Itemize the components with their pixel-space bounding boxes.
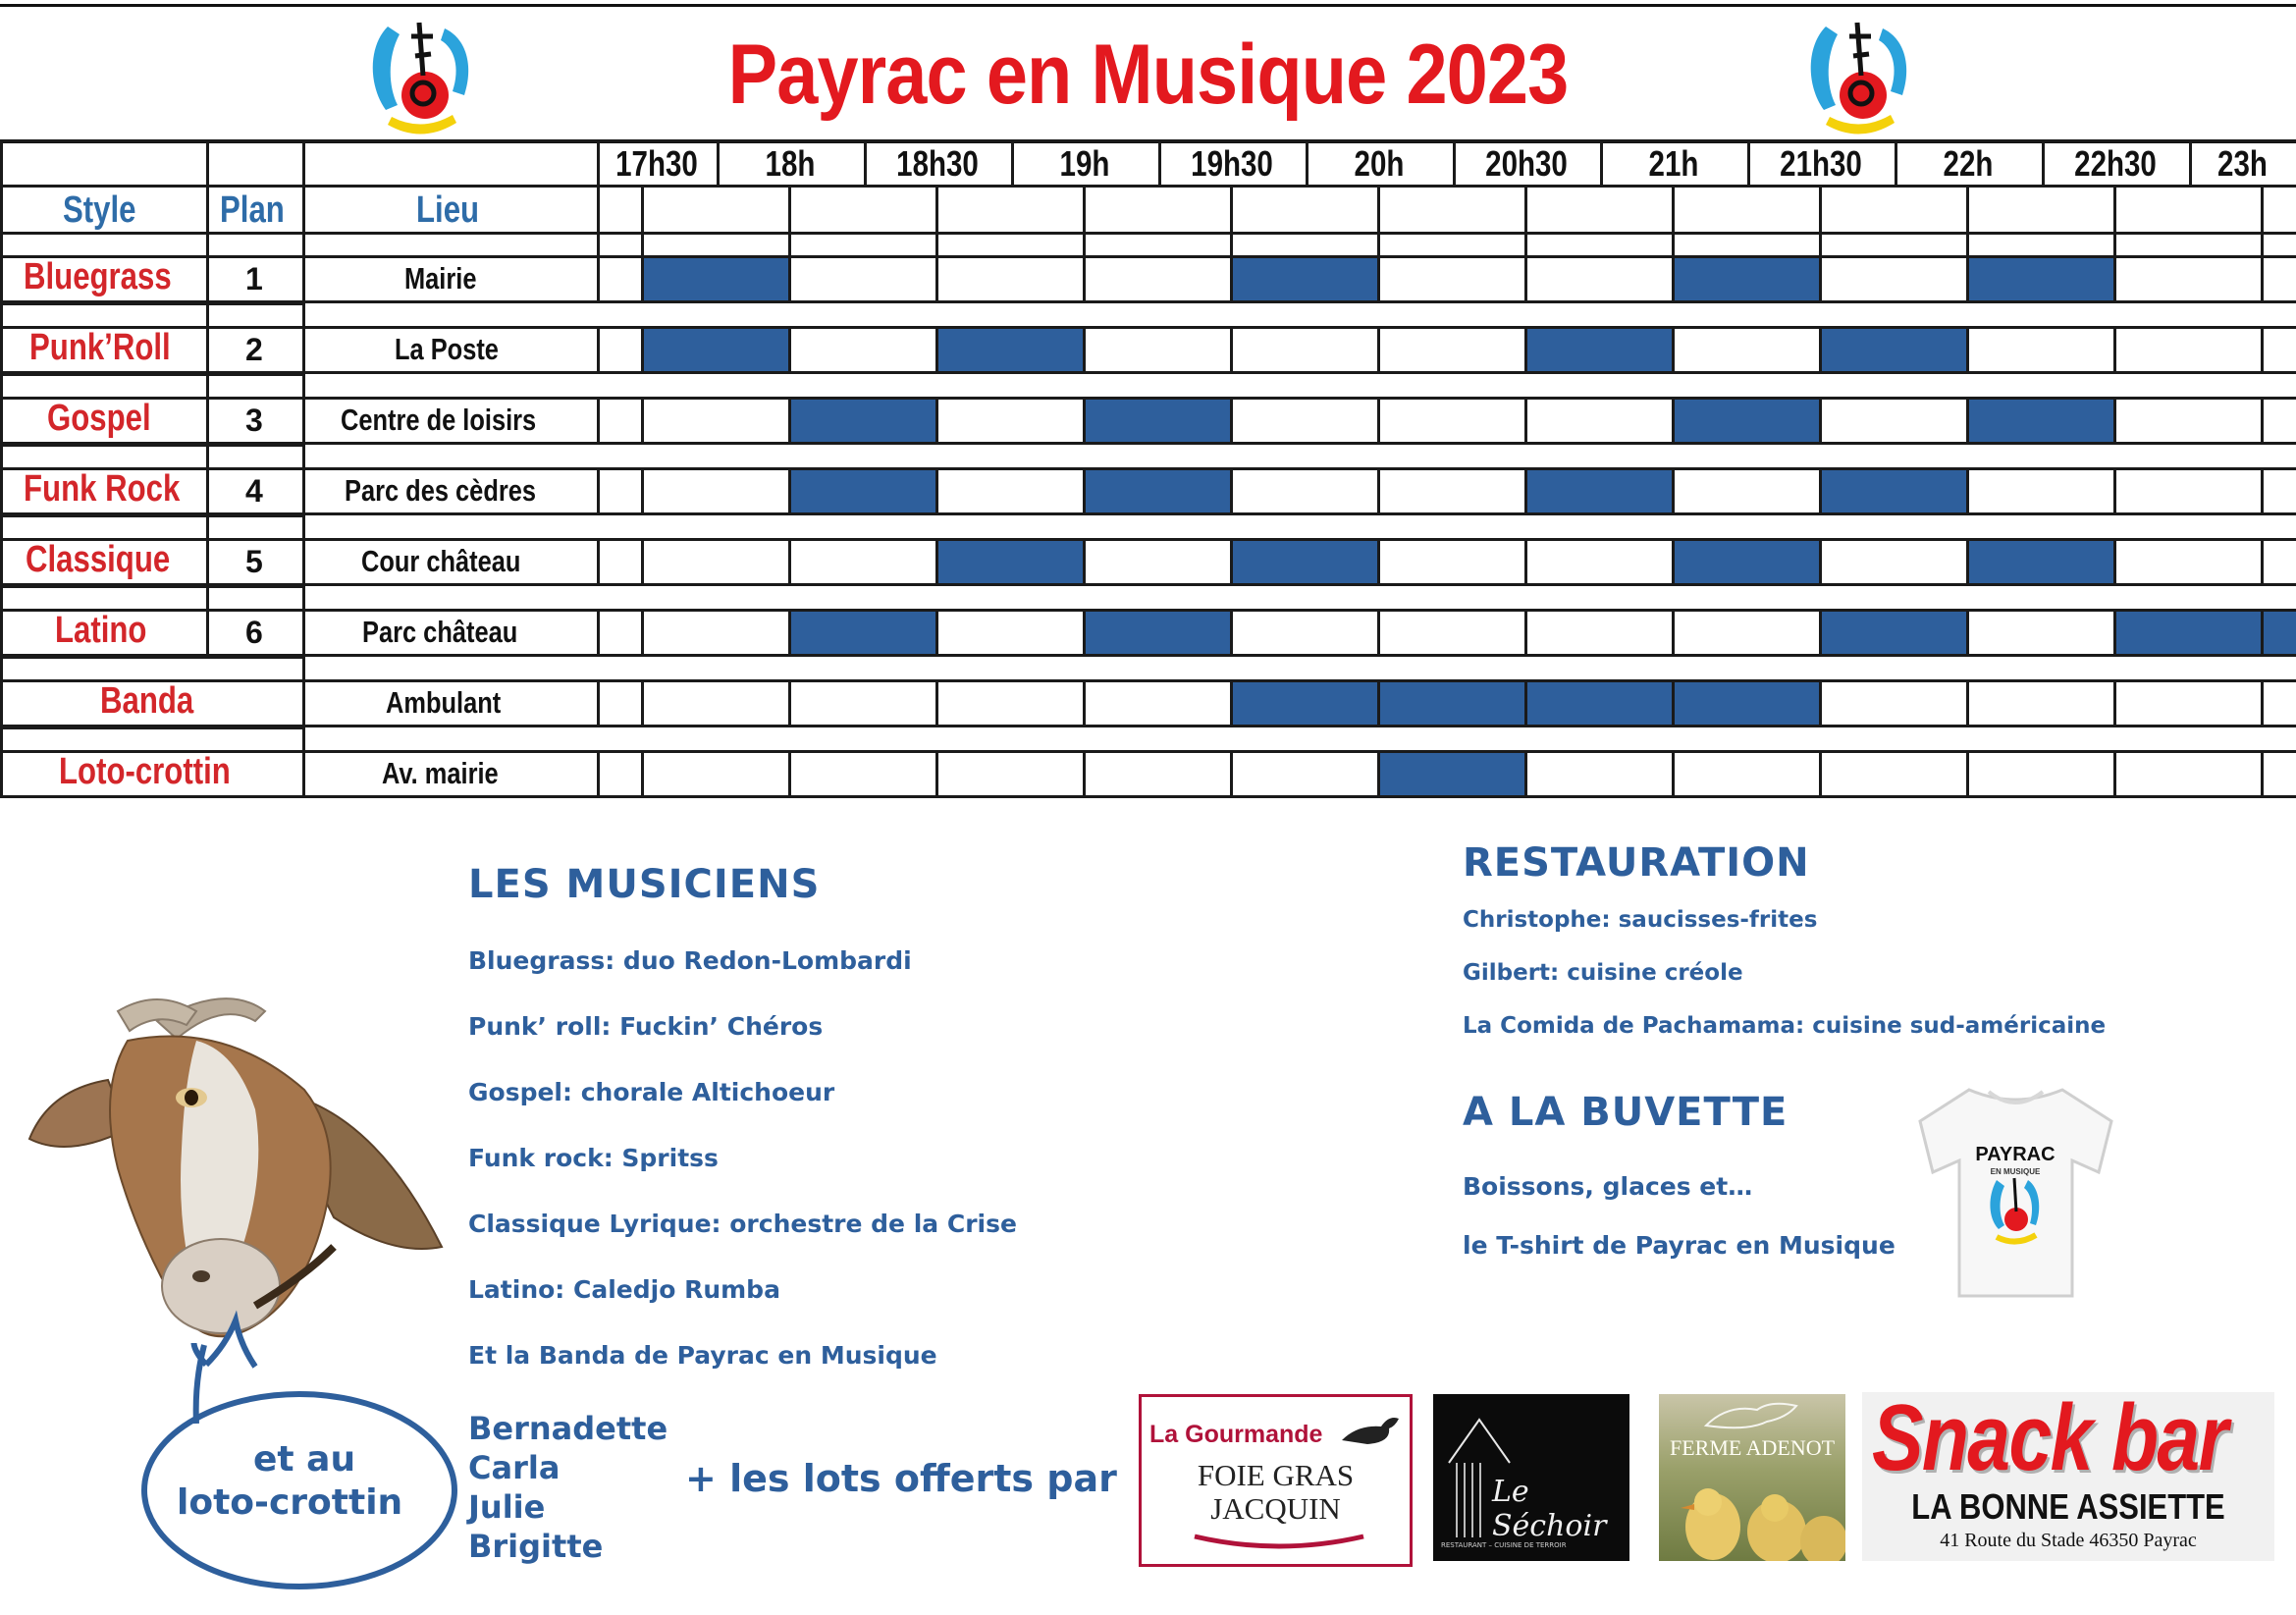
schedule-col-divider: [641, 750, 644, 795]
time-label-22h: 22h: [1943, 143, 1994, 184]
schedule-slot-filled: [1672, 258, 1819, 300]
schedule-col-divider: [788, 397, 791, 442]
plan-label: 2: [245, 332, 263, 367]
lieu-label: Av. mairie: [382, 756, 499, 790]
schedule-col-divider: [641, 609, 644, 654]
schedule-col-divider: [1672, 609, 1675, 654]
goat-image: [10, 982, 452, 1394]
musicien-item: Bluegrass: duo Redon-Lombardi: [468, 946, 912, 975]
schedule-col-divider: [1524, 609, 1527, 654]
schedule-col-divider: [1083, 538, 1086, 583]
schedule-col-divider: [1819, 679, 1822, 725]
grid-line-v: [302, 585, 305, 654]
schedule-col-divider: [1672, 326, 1675, 371]
schedule-slot-filled: [2113, 612, 2296, 654]
grid-line-h: [597, 232, 2296, 235]
grid-line-v: [302, 302, 305, 371]
schedule-col-divider: [935, 326, 938, 371]
schedule-slot-filled: [1819, 470, 1966, 512]
time-label-23h: 23h: [2217, 143, 2268, 184]
buvette-item-tshirt: le T-shirt de Payrac en Musique: [1463, 1231, 1896, 1260]
schedule-col-divider: [2113, 255, 2116, 300]
schedule-slot-filled: [1672, 400, 1819, 442]
schedule-col-divider: [2113, 538, 2116, 583]
tshirt-image: [1910, 1082, 2121, 1303]
schedule-slot-filled: [788, 470, 935, 512]
schedule-col-divider: [1524, 326, 1527, 371]
schedule-col-divider: [641, 255, 644, 300]
lieu-label: Parc château: [362, 615, 518, 649]
tshirt-sub-text: EN MUSIQUE: [1990, 1167, 2041, 1176]
schedule-col-divider: [1377, 255, 1380, 300]
schedule-col-divider: [1377, 397, 1380, 442]
grid-line-v: [0, 444, 3, 512]
schedule-slot-filled: [641, 258, 788, 300]
schedule-col-divider: [1819, 750, 1822, 795]
schedule-col-divider: [597, 609, 600, 654]
sechoir-tag: RESTAURANT – CUISINE DE TERROIR: [1441, 1541, 1567, 1549]
grid-line-v: [0, 656, 3, 725]
schedule-col-divider: [1819, 397, 1822, 442]
schedule-col-divider: [1966, 255, 1969, 300]
schedule-col-divider: [1524, 397, 1527, 442]
time-label-22h30: 22h30: [2074, 143, 2157, 184]
schedule-col-divider: [1230, 185, 1233, 255]
schedule-col-divider: [2261, 750, 2264, 795]
musicien-item: Classique Lyrique: orchestre de la Crise: [468, 1210, 1017, 1238]
schedule-col-divider: [935, 538, 938, 583]
grid-line-v: [0, 373, 3, 442]
schedule-col-divider: [1230, 467, 1233, 512]
schedule-col-divider: [597, 185, 600, 255]
gourmande-line2: JACQUIN: [1210, 1491, 1341, 1526]
schedule-col-divider: [788, 326, 791, 371]
snack-line1: LA BONNE ASSIETTE: [1911, 1486, 2225, 1527]
schedule-col-divider: [597, 750, 600, 795]
grid-line-h: [0, 302, 302, 305]
schedule-col-divider: [935, 679, 938, 725]
schedule-col-divider: [2261, 679, 2264, 725]
time-label-19h: 19h: [1059, 143, 1110, 184]
schedule-col-divider: [1083, 185, 1086, 255]
grid-line-v: [302, 373, 305, 442]
schedule-col-divider: [1966, 679, 1969, 725]
musicien-item: Latino: Caledjo Rumba: [468, 1275, 780, 1304]
grid-line-v: [0, 727, 3, 795]
time-label-21h30: 21h30: [1780, 143, 1862, 184]
schedule-slot-filled: [935, 329, 1083, 371]
schedule-col-divider: [1083, 609, 1086, 654]
schedule-col-divider: [1966, 326, 1969, 371]
schedule-col-divider: [788, 538, 791, 583]
lieu-label: La Poste: [395, 332, 499, 366]
grid-line-h: [0, 750, 2296, 753]
schedule-col-divider: [597, 326, 600, 371]
schedule-col-divider: [1377, 538, 1380, 583]
time-label-18h30: 18h30: [896, 143, 979, 184]
schedule-slot-filled: [1230, 258, 1377, 300]
style-label: Classique: [26, 539, 171, 580]
schedule-col-divider: [1377, 185, 1380, 255]
schedule-col-divider: [2261, 538, 2264, 583]
schedule-col-divider: [788, 255, 791, 300]
schedule-slot-filled: [1819, 329, 1966, 371]
schedule-col-divider: [597, 397, 600, 442]
schedule-col-divider: [1230, 397, 1233, 442]
style-label: Punk’Roll: [29, 327, 171, 368]
plan-label: 6: [245, 615, 263, 650]
schedule-col-divider: [788, 185, 791, 255]
ferme-brand: FERME ADENOT: [1669, 1435, 1836, 1460]
name-brigitte: Brigitte: [468, 1528, 604, 1565]
lieu-label: Cour château: [361, 544, 521, 578]
grid-line-v: [0, 585, 3, 654]
schedule-col-divider: [2113, 750, 2116, 795]
time-label-20h: 20h: [1354, 143, 1405, 184]
lieu-label: Ambulant: [386, 685, 502, 720]
grid-line-v: [0, 139, 3, 255]
lieu-label: Parc des cèdres: [345, 473, 537, 508]
duck-icon: [1338, 1405, 1403, 1450]
schedule-slot-filled: [788, 612, 935, 654]
schedule-col-divider: [788, 679, 791, 725]
schedule-col-divider: [1966, 538, 1969, 583]
schedule-col-divider: [2113, 326, 2116, 371]
schedule-col-divider: [1819, 185, 1822, 255]
schedule-col-divider: [2113, 467, 2116, 512]
musicien-item: Funk rock: Spritss: [468, 1144, 719, 1172]
header-plan: Plan: [220, 189, 285, 231]
musiciens-title: LES MUSICIENS: [468, 862, 821, 907]
schedule-col-divider: [1819, 538, 1822, 583]
schedule-slot-filled: [935, 541, 1083, 583]
schedule-col-divider: [1819, 609, 1822, 654]
schedule-slot-filled: [1966, 541, 2113, 583]
style-label: Banda: [100, 680, 194, 722]
schedule-col-divider: [1524, 679, 1527, 725]
plan-label: 5: [245, 544, 263, 579]
schedule-col-divider: [1377, 679, 1380, 725]
bubble-line-2: loto-crottin: [177, 1482, 403, 1523]
schedule-col-divider: [1966, 397, 1969, 442]
schedule-col-divider: [597, 679, 600, 725]
schedule-col-divider: [2261, 609, 2264, 654]
schedule-col-divider: [1966, 467, 1969, 512]
schedule-col-divider: [1524, 185, 1527, 255]
restauration-item: La Comida de Pachamama: cuisine sud-américaine: [1463, 1013, 2107, 1039]
grid-line-v: [206, 302, 209, 371]
schedule-col-divider: [935, 609, 938, 654]
schedule-col-divider: [1672, 679, 1675, 725]
grid-line-h: [0, 255, 2296, 258]
restauration-title: RESTAURATION: [1463, 840, 1810, 886]
schedule-col-divider: [1819, 467, 1822, 512]
schedule-col-divider: [1524, 538, 1527, 583]
grid-line-h: [0, 514, 302, 517]
schedule-col-divider: [788, 609, 791, 654]
musicien-item: Et la Banda de Payrac en Musique: [468, 1341, 937, 1370]
ferme-duck-logo: [1698, 1396, 1806, 1435]
schedule-col-divider: [2113, 397, 2116, 442]
style-label: Gospel: [47, 398, 151, 439]
schedule-col-divider: [2113, 609, 2116, 654]
schedule-slot-filled: [641, 329, 788, 371]
grid-line-h: [0, 585, 302, 588]
schedule-col-divider: [1083, 255, 1086, 300]
schedule-col-divider: [2113, 185, 2116, 255]
tshirt-brand-text: PAYRAC: [1975, 1144, 2056, 1165]
schedule-col-divider: [1083, 326, 1086, 371]
schedule-col-divider: [1083, 467, 1086, 512]
name-julie: Julie: [468, 1488, 546, 1526]
header-style: Style: [63, 189, 136, 231]
grid-line-h: [0, 583, 2296, 586]
grid-line-v: [206, 373, 209, 442]
grid-line-v: [206, 139, 209, 255]
time-label-19h30: 19h30: [1191, 143, 1273, 184]
schedule-col-divider: [1377, 467, 1380, 512]
schedule-col-divider: [2261, 467, 2264, 512]
schedule-col-divider: [1230, 679, 1233, 725]
grid-line-v: [302, 727, 305, 795]
time-label-20h30: 20h30: [1485, 143, 1568, 184]
schedule-col-divider: [1377, 609, 1380, 654]
schedule-col-divider: [641, 467, 644, 512]
schedule-col-divider: [641, 185, 644, 255]
grid-line-h: [0, 300, 2296, 303]
style-label: Funk Rock: [24, 468, 181, 510]
grid-line-v: [206, 585, 209, 654]
ducklings-photo: [1659, 1473, 1845, 1561]
gourmande-line1: FOIE GRAS: [1197, 1458, 1355, 1492]
musicien-item: Punk’ roll: Fuckin’ Chéros: [468, 1012, 824, 1041]
schedule-col-divider: [1966, 609, 1969, 654]
plan-label: 3: [245, 403, 263, 438]
schedule-slot-filled: [1966, 400, 2113, 442]
grid-line-h: [0, 727, 302, 729]
schedule-slot-filled: [1524, 329, 1672, 371]
schedule-col-divider: [1230, 750, 1233, 795]
schedule-col-divider: [1083, 679, 1086, 725]
schedule-col-divider: [1377, 750, 1380, 795]
grid-line-h: [0, 232, 597, 235]
grid-line-v: [302, 514, 305, 583]
schedule-col-divider: [1083, 397, 1086, 442]
grid-line-h: [0, 654, 2296, 657]
schedule-col-divider: [1966, 750, 1969, 795]
schedule-col-divider: [597, 255, 600, 300]
grid-line-h: [0, 725, 2296, 727]
schedule-slot-filled: [1672, 541, 1819, 583]
lieu-label: Centre de loisirs: [341, 403, 537, 437]
schedule-col-divider: [1819, 326, 1822, 371]
schedule-col-divider: [1672, 538, 1675, 583]
sponsor-ferme-adenot: [1659, 1394, 1845, 1561]
schedule-col-divider: [2261, 326, 2264, 371]
schedule-col-divider: [2261, 185, 2264, 255]
schedule-col-divider: [597, 467, 600, 512]
schedule-col-divider: [1230, 255, 1233, 300]
schedule-slot-filled: [1230, 541, 1377, 583]
sponsor-gourmande: [1139, 1394, 1413, 1567]
schedule-col-divider: [788, 467, 791, 512]
schedule-col-divider: [1819, 255, 1822, 300]
schedule-slot-filled: [1083, 470, 1230, 512]
schedule-slot-filled: [1377, 753, 1524, 795]
schedule-col-divider: [641, 397, 644, 442]
schedule-col-divider: [1230, 326, 1233, 371]
restauration-item: Gilbert: cuisine créole: [1463, 960, 1743, 986]
buvette-title: A LA BUVETTE: [1463, 1090, 1789, 1135]
grid-line-h: [0, 444, 302, 447]
plan-label: 1: [245, 261, 263, 296]
schedule-col-divider: [1083, 750, 1086, 795]
time-label-21h: 21h: [1648, 143, 1699, 184]
lieu-label: Mairie: [404, 261, 477, 296]
gourmande-brand: La Gourmande: [1149, 1421, 1323, 1448]
schedule-col-divider: [2261, 255, 2264, 300]
schedule-col-divider: [1524, 467, 1527, 512]
schedule-col-divider: [935, 185, 938, 255]
schedule-grid: [0, 0, 2296, 805]
page-title: Payrac en Musique 2023: [727, 27, 1569, 122]
sechoir-brand: Le Séchoir: [1492, 1475, 1607, 1543]
gourmande-swoosh: [1191, 1529, 1367, 1552]
schedule-col-divider: [935, 467, 938, 512]
schedule-slot-filled: [788, 400, 935, 442]
schedule-col-divider: [641, 538, 644, 583]
grid-line-v: [302, 656, 305, 725]
name-carla: Carla: [468, 1449, 561, 1486]
grid-line-v: [206, 514, 209, 583]
grid-line-h: [0, 371, 2296, 374]
snack-brand: Snack bar: [1872, 1392, 2227, 1490]
schedule-col-divider: [1672, 397, 1675, 442]
schedule-col-divider: [641, 326, 644, 371]
grid-line-h: [0, 795, 2296, 798]
grid-line-v: [302, 139, 305, 255]
buvette-item-drinks: Boissons, glaces et…: [1463, 1172, 1753, 1201]
schedule-col-divider: [1672, 185, 1675, 255]
schedule-col-divider: [1230, 609, 1233, 654]
style-label: Bluegrass: [24, 256, 172, 297]
schedule-col-divider: [788, 750, 791, 795]
schedule-col-divider: [1672, 750, 1675, 795]
style-label: Loto-crottin: [59, 751, 231, 792]
schedule-col-divider: [1524, 750, 1527, 795]
schedule-col-divider: [935, 750, 938, 795]
schedule-col-divider: [1672, 255, 1675, 300]
lots-text: + les lots offerts par: [685, 1457, 1117, 1500]
schedule-col-divider: [2113, 679, 2116, 725]
grid-line-v: [206, 444, 209, 512]
schedule-col-divider: [597, 538, 600, 583]
name-bernadette: Bernadette: [468, 1410, 668, 1447]
schedule-slot-filled: [1083, 612, 1230, 654]
grid-line-h: [0, 538, 2296, 541]
time-label-18h: 18h: [765, 143, 816, 184]
grid-line-h: [0, 373, 302, 376]
time-label-17h30: 17h30: [615, 143, 698, 184]
schedule-col-divider: [1966, 185, 1969, 255]
schedule-col-divider: [1230, 538, 1233, 583]
grid-line-h: [0, 679, 2296, 682]
plan-label: 4: [245, 473, 263, 509]
schedule-col-divider: [935, 255, 938, 300]
schedule-slot-filled: [1083, 400, 1230, 442]
style-label: Latino: [55, 610, 147, 651]
grid-line-h: [0, 512, 2296, 515]
schedule-col-divider: [1672, 467, 1675, 512]
snack-line2: 41 Route du Stade 46350 Payrac: [1940, 1530, 2197, 1551]
time-row-bottom: [0, 185, 2296, 188]
restauration-item: Christophe: saucisses-frites: [1463, 907, 1818, 933]
schedule-col-divider: [2261, 397, 2264, 442]
grid-line-v: [0, 302, 3, 371]
sponsor-sechoir: [1433, 1394, 1629, 1561]
header-lieu: Lieu: [416, 189, 480, 231]
schedule-col-divider: [1524, 255, 1527, 300]
grid-line-h: [0, 442, 2296, 445]
schedule-col-divider: [935, 397, 938, 442]
schedule-slot-filled: [1524, 470, 1672, 512]
grid-line-v: [0, 514, 3, 583]
schedule-slot-filled: [1819, 612, 1966, 654]
bubble-line-1: et au: [253, 1439, 356, 1480]
musicien-item: Gospel: chorale Altichoeur: [468, 1078, 835, 1106]
schedule-slot-filled: [1966, 258, 2113, 300]
sponsor-snack-bar: [1862, 1392, 2274, 1561]
grid-line-h: [0, 656, 302, 659]
schedule-col-divider: [641, 679, 644, 725]
time-row-top: [0, 139, 2296, 142]
schedule-col-divider: [1377, 326, 1380, 371]
grid-line-v: [302, 444, 305, 512]
